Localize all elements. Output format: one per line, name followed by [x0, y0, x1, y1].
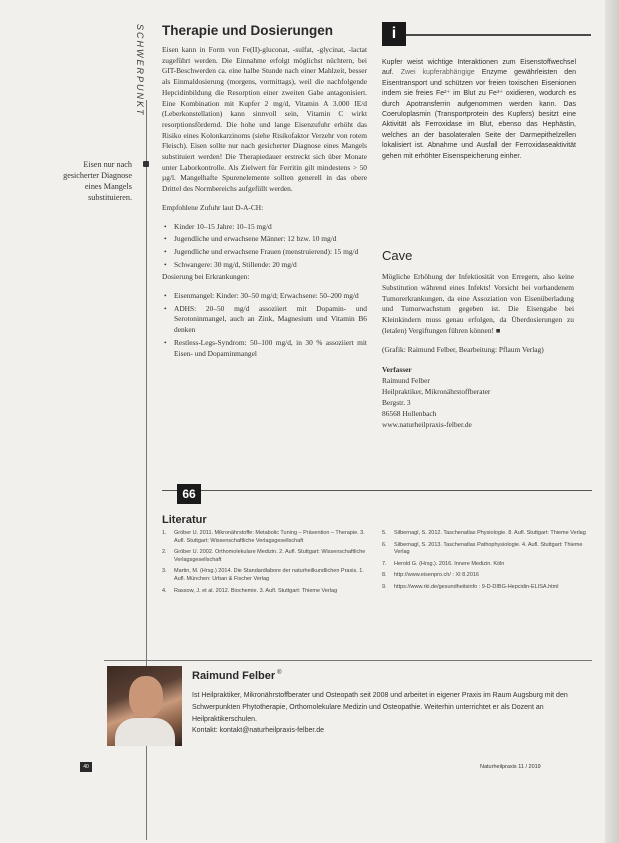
reference-number: 5.	[382, 530, 387, 536]
reference-text: Rassow, J. et al. 2012. Biochemie. 3. Aufl. Stuttgart: Thieme Verlag	[174, 587, 338, 594]
list-item: • Kinder 10–15 Jahre: 10–15 mg/d	[162, 222, 367, 233]
therapy-heading: Therapie und Dosierungen	[162, 23, 334, 38]
verfasser-street: Bergstr. 3	[382, 397, 411, 407]
cave-column	[382, 272, 574, 430]
reference-number: 1.	[162, 530, 167, 536]
literature-heading: Literatur	[162, 514, 207, 526]
section-label-vertical	[133, 22, 147, 162]
reference-number: 8.	[382, 572, 387, 579]
author-address	[382, 364, 574, 430]
intake-heading: Empfohlene Zufuhr laut D-A-CH:	[162, 202, 264, 212]
info-text-part: Kupfer weist wichtige Interaktionen zum Eisenstoffwechsel auf.	[382, 59, 576, 77]
contact-email[interactable]: kontakt@naturheilpraxis-felber.de	[219, 727, 325, 735]
info-text	[382, 58, 576, 162]
reference-list-right	[382, 530, 587, 596]
author-name-text: Raimund Felber	[192, 670, 276, 682]
registered-mark: ®	[277, 670, 282, 677]
author-name	[192, 670, 282, 682]
reference-text[interactable]: https://www.rki.de/gesundheitsinfo : 9-D-DIBG-Hepcidin-ELISA.html	[394, 583, 559, 590]
reference-list-left	[162, 530, 372, 599]
list-item: • Jugendliche und erwachsene Männer: 12 bzw. 10 mg/d	[162, 234, 367, 245]
therapy-column	[162, 45, 367, 361]
list-item: • Eisenmangel: Kinder: 30–50 mg/d; Erwachsene: 50–200 mg/d	[162, 291, 367, 302]
reference-text: Gröber U. 2002. Orthomolekulare Medizin. 2. Aufl. Stuttgart: Wissenschaftliche Verlagsgesellschaft	[174, 549, 366, 563]
quote-icon: 66	[177, 484, 201, 504]
magazine-footer: Naturheilpraxis 11 / 2019	[480, 764, 541, 770]
verfasser-name: Raimund Felber	[382, 375, 430, 385]
info-divider	[396, 34, 591, 36]
author-photo	[107, 666, 182, 746]
author-face	[129, 676, 163, 718]
info-icon: i	[382, 22, 406, 46]
disease-heading: Dosierung bei Erkrankungen:	[162, 272, 250, 282]
list-item: • ADHS: 20–50 mg/d assoziiert mit Dopamin- und Serotoninmangel, auch an Zink, Magnesium und Vitamin B6 denken	[162, 304, 367, 336]
reference-item	[162, 530, 372, 545]
author-divider	[104, 660, 592, 661]
page-number: 40	[80, 762, 92, 772]
reference-text: Herold G. (Hrsg.). 2016. Innere Medizin. Köln	[394, 560, 505, 567]
info-text-part: Enzyme gewährleisten den Eisentransport und schützen vor freien toxischen Eisenionen indem sie freies Fe²⁺ im Blut zu Fe³⁺ oxidieren, wodurch es durch Apotransferrin aufgenommen werden kann. Das Coeruloplasmin (Transportprotein des Kupfers) besitzt eine Aktivität als Ferroxidase im Blut, ebenso das Hephästin, welches an der basolateralen Seite der Darmepithelzellen lokalisiert ist. Abnahme und Ausfall der Ferroxidaseaktivität gehen mit erhöhter Eisenspeicherung einher.	[382, 69, 576, 160]
reference-item	[162, 588, 372, 596]
reference-item	[162, 568, 372, 583]
list-item: • Jugendliche und erwachsene Frauen (menstruierend): 15 mg/d	[162, 247, 367, 258]
reference-item	[382, 572, 587, 580]
verfasser-label: Verfasser	[382, 364, 412, 374]
info-text-highlight: Zwei kupferabhängige	[400, 69, 475, 77]
section-label: SCHWERPUNKT	[135, 24, 145, 117]
info-box	[382, 22, 592, 230]
verfasser-website[interactable]: www.naturheilpraxis-felber.de	[382, 419, 472, 429]
contact-label: Kontakt:	[192, 727, 218, 735]
cave-text: Mögliche Erhöhung der Infektiosität von Erregern, also keine Substitution während eines Infekts! Vorsicht bei vorhandenem Tumorerkrankungen, da eine Assoziation von Eisenüberladung und Tumorwachstum gegeben ist. Die Eisengabe bei Kleinkindern muss genau erfolgen, da Überdosierungen zu (letalen) Vergiftungen führen können! ■	[382, 272, 574, 335]
verfasser-role: Heilpraktiker, Mikronährstoffberater	[382, 386, 491, 396]
reference-text: Silbernagl, S. 2013. Taschenatlas Pathophysiologie. 4. Aufl. Stuttgart: Thieme Verlag	[394, 541, 583, 556]
reference-item	[382, 542, 587, 557]
reference-text: Silbernagl, S. 2012. Taschenatlas Physiologie. 8. Aufl. Stuttgart: Thieme Verlag	[394, 530, 586, 536]
disease-list	[162, 291, 367, 359]
reference-text: Gröber U. 2011. Mikronährstoffe: Metabolic Tuning – Prävention – Therapie. 3. Aufl. Stuttgart: Wissenschaftliche Verlagsgesellschaft	[174, 530, 365, 544]
reference-text[interactable]: http://www.eisenpro.ch/ : XI 8.2016	[394, 572, 479, 579]
reference-item	[162, 549, 372, 564]
author-contact	[192, 725, 597, 737]
reference-number: 6.	[382, 541, 387, 548]
author-bio	[192, 690, 597, 737]
list-item: • Restless-Legs-Syndrom: 50–100 mg/d, in 30 % assoziiert mit Eisen- und Dopaminmangel	[162, 338, 367, 359]
reference-item	[382, 584, 587, 592]
author-bio-text: Ist Heilpraktiker, Mikronährstoffberater und Osteopath seit 2008 und arbeitet in eigener Praxis im Raum Augsburg mit den Schwerpunkten Phytotherapie, Orthomolekulare Medizin und Osteopathie. Weiterhin unterrichtet er als Dozent an Heilpraktikerschulen.	[192, 692, 568, 723]
graphic-credit: (Grafik: Raimund Felber, Bearbeitung: Pflaum Verlag)	[382, 344, 544, 354]
side-note: Eisen nur nach gesicherter Diagnose eines Mangels substituieren.	[63, 160, 132, 202]
reference-number: 3.	[162, 568, 167, 575]
intake-list	[162, 222, 367, 271]
list-item: • Schwangere: 30 mg/d, Stillende: 20 mg/d	[162, 260, 367, 271]
verfasser-city: 86568 Hollenbach	[382, 408, 437, 418]
reference-number: 4.	[162, 587, 167, 594]
cave-heading: Cave	[382, 248, 413, 263]
reference-number: 2.	[162, 549, 167, 556]
reference-item	[382, 561, 587, 569]
literature-divider	[162, 490, 592, 491]
reference-item	[382, 530, 587, 538]
reference-number: 7.	[382, 560, 387, 567]
reference-number: 9.	[382, 583, 387, 590]
side-note-marker	[143, 161, 149, 167]
author-shirt	[115, 718, 175, 746]
reference-text: Martin, M. (Hrsg.) 2014. Die Standardlabore der naturheilkundlichen Praxis. 1. Aufl. München: Urban & Fischer Verlag	[174, 568, 364, 582]
therapy-paragraph: Eisen kann in Form von Fe(II)-gluconat, -sulfat, -glycinat, -lactat zugeführt werden. Die Einnahme erfolgt möglichst nüchtern, bei GIT-Beschwerden ca. eine halbe Stunde nach einer Mahlzeit, besser als Einmaldosierung (morgens, vormittags), weil die nachfolgende Hepcidinbildung die Resorption einer zweiten Gabe antagonisiert. Eine Kombination mit Kupfer 2 mg/d, Vitamin A 3.000 IE/d (Leberkonstellation) kann sinnvoll sein, Vitamin C wirkt resorptionsfördernd. Die hohe und lange Eisenzufuhr erhöht das Risiko eines Kolonkarzinoms (siehe Risikofaktor Verzehr von rotem Fleisch). Eisen sollte nur nach gesicherter Diagnose eines Mangels substituiert werden! Die Therapiedauer erstreckt sich über Monate unter Laborkontrolle. Als Zielwert für Ferritin gilt mindestens > 50 µg/l. Mangelhafte Spurenelemente sollten generell in das obere Drittel des Normbereichs aufgefüllt werden.	[162, 45, 367, 194]
